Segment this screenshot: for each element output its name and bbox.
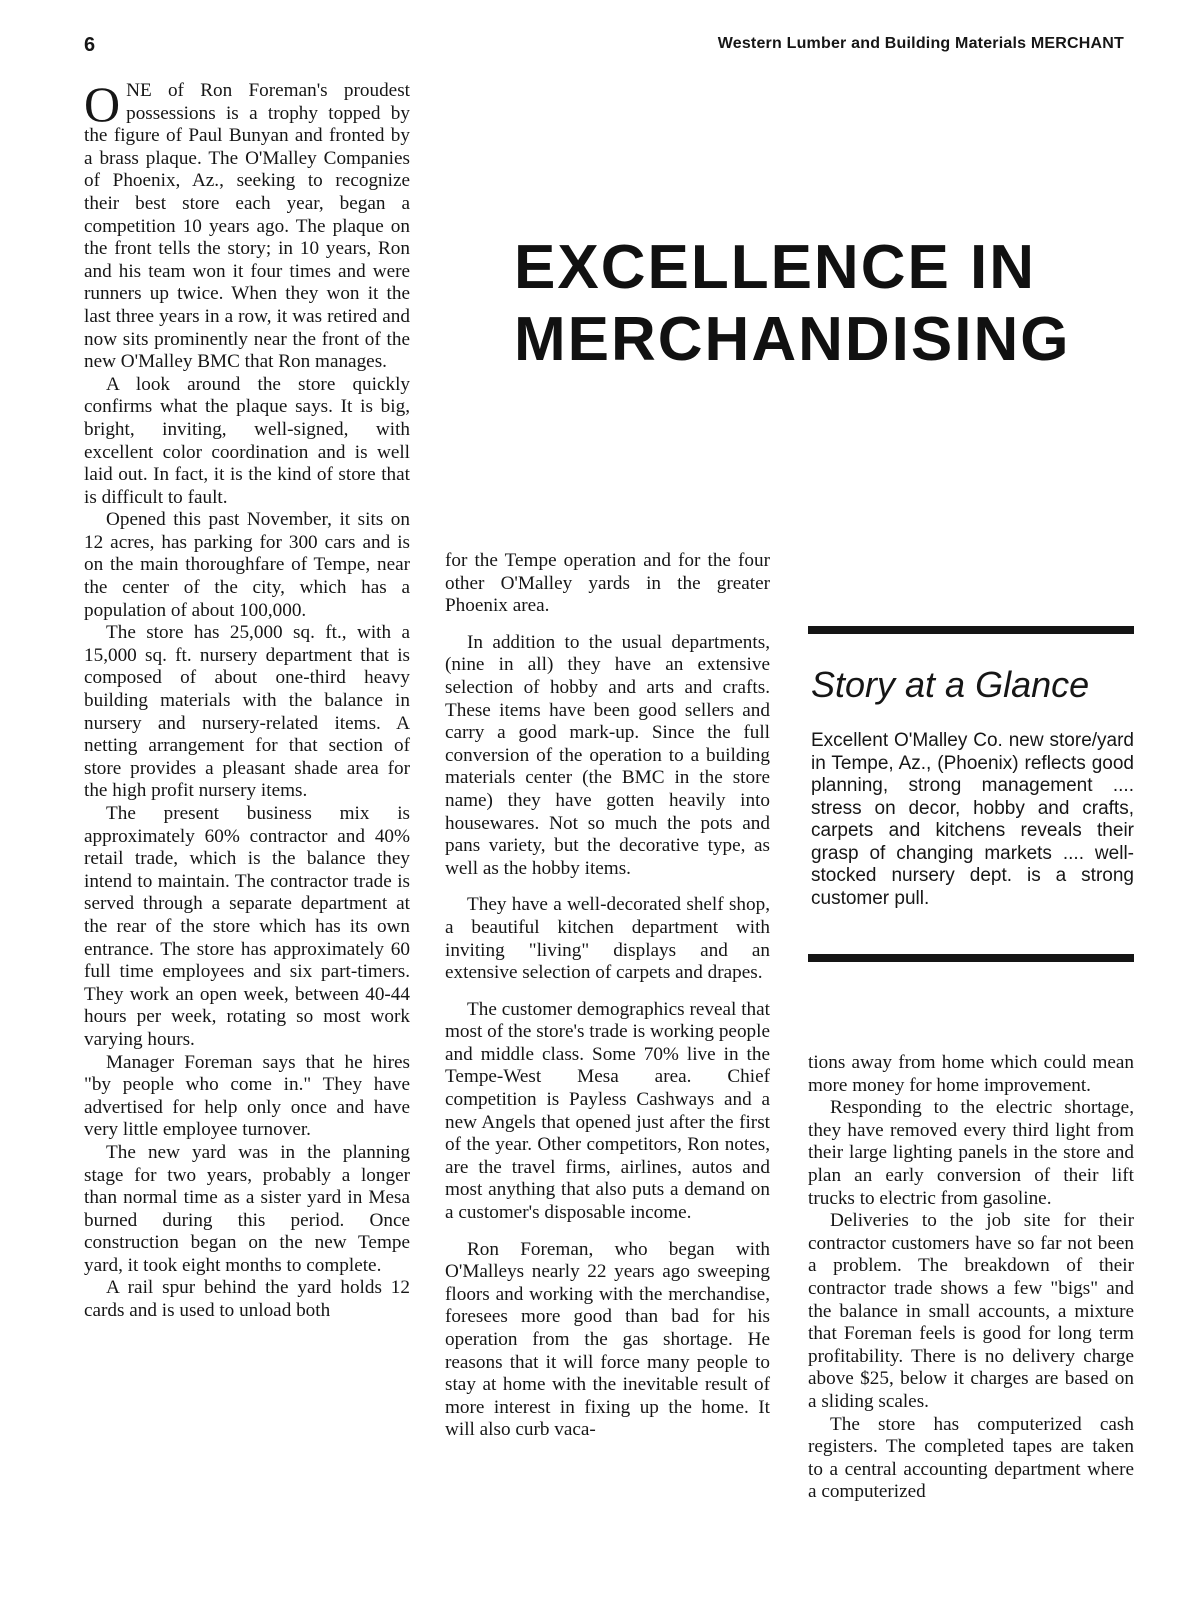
article-paragraph: for the Tempe operation and for the four other O'Malley yards in the greater Phoenix area. [445, 550, 770, 617]
headline-line-2: MERCHANDISING [514, 305, 1071, 374]
article-paragraph: Opened this past November, it sits on 12 acres, has parking for 300 cars and is on the main thoroughfare of Tempe, near the center of the city, which has a population of about 100,000. [84, 509, 410, 621]
opening-paragraph-text: NE of Ron Foreman's proudest possessions is a trophy topped by the figure of Paul Bunyan and fronted by a brass plaque. The O'Malley Companies of Phoenix, Az., seeking to recognize their best store each year, began a competition 10 years ago. The plaque on the front tells the story; in 10 years, Ron and his team won it four times and were runners up twice. When they won it the last three years in a row, it was retired and now sits prominently near the front of the new O'Malley BMC that Ron manages. [84, 80, 410, 373]
story-at-a-glance-box [808, 626, 1134, 962]
article-paragraph: Manager Foreman says that he hires "by people who come in." They have advertised for help only once and have very little employee turnover. [84, 1051, 410, 1141]
article-paragraph: They have a well-decorated shelf shop, a beautiful kitchen department with inviting "living" displays and an extensive selection of carpets and drapes. [445, 894, 770, 984]
article-paragraph: The customer demographics reveal that most of the store's trade is working people and middle class. Some 70% live in the Tempe-West Mesa area. Chief competition is Payless Cashways and a new Angels that opened just after the first of the year. Other competitors, Ron notes, are the travel firms, airlines, autos and most anything that also puts a demand on a customer's disposable income. [445, 998, 770, 1224]
article-paragraph: tions away from home which could mean more money for home improvement. [808, 1052, 1134, 1096]
drop-cap: O [84, 76, 121, 132]
article-column-2 [445, 550, 770, 1456]
article-column-1 [84, 76, 410, 1323]
running-header: Western Lumber and Building Materials MERCHANT [717, 35, 1124, 52]
article-paragraph: A rail spur behind the yard holds 12 cards and is used to unload both [84, 1277, 410, 1322]
page-number: 6 [84, 34, 96, 56]
headline [514, 232, 1134, 376]
article-paragraph: Ron Foreman, who began with O'Malleys nearly 22 years ago sweeping floors and working with the merchandise, foresees more good than bad for his operation from the gas shortage. He reasons that it will force many people to stay at home with the inevitable result of more interest in fixing up the home. It will also curb vaca- [445, 1238, 770, 1441]
article-paragraph: In addition to the usual departments, (nine in all) they have an extensive selection of hobby and arts and crafts. These items have been good sellers and carry a good mark-up. Since the full conversion of the operation to a building materials center (the BMC in the store name) they have gotten heavily into housewares. Not so much the pots and pans variety, but the decorative type, as well as the hobby items. [445, 631, 770, 879]
top-rule [808, 626, 1134, 634]
article-paragraph: Deliveries to the job site for their contractor customers have so far not been a problem. The breakdown of their contractor trade shows a few "bigs" and the balance in small accounts, a mixture that Foreman feels is good for long term profitability. There is no delivery charge above $25, below it charges are based on a sliding scales. [808, 1210, 1134, 1412]
article-paragraph: The new yard was in the planning stage for two years, probably a longer than normal time as a sister yard in Mesa burned during this period. Once construction began on the new Tempe yard, it took eight months to complete. [84, 1141, 410, 1276]
article-paragraph: The store has 25,000 sq. ft., with a 15,000 sq. ft. nursery department that is composed of about one-third heavy building materials with the balance in nursery and nursery-related items. A netting arrangement for that section of store provides a pleasant shade area for the high profit nursery items. [84, 622, 410, 802]
article-paragraph: The present business mix is approximately 60% contractor and 40% retail trade, which is the balance they intend to maintain. The contractor trade is served through a separate department at the rear of the store which has its own entrance. The store has approximately 60 full time employees and six part-timers. They work an open week, between 40-44 hours per week, rotating so most work varying hours. [84, 803, 410, 1050]
article-column-3 [808, 1052, 1134, 1504]
bottom-rule [808, 954, 1134, 962]
article-paragraph: A look around the store quickly confirms what the plaque says. It is big, bright, inviting, well-signed, with excellent color coordination and is well laid out. In fact, it is the kind of store that is difficult to fault. [84, 373, 410, 508]
sidebar-text: Excellent O'Malley Co. new store/yard in Tempe, Az., (Phoenix) reflects good planning, strong management .... stress on decor, hobby and crafts, carpets and kitchens reveals their grasp of changing markets .... well-stocked nursery dept. is a strong customer pull. [811, 730, 1134, 909]
sidebar-title: Story at a Glance [811, 664, 1090, 705]
article-paragraph: The store has computerized cash registers. The completed tapes are taken to a central accounting department where a computerized [808, 1413, 1134, 1503]
headline-line-1: EXCELLENCE IN [514, 233, 1037, 302]
article-paragraph: Responding to the electric shortage, they have removed every third light from their large lighting panels in the store and plan an early conversion of their lift trucks to electric from gasoline. [808, 1097, 1134, 1209]
article-paragraph [84, 76, 410, 374]
